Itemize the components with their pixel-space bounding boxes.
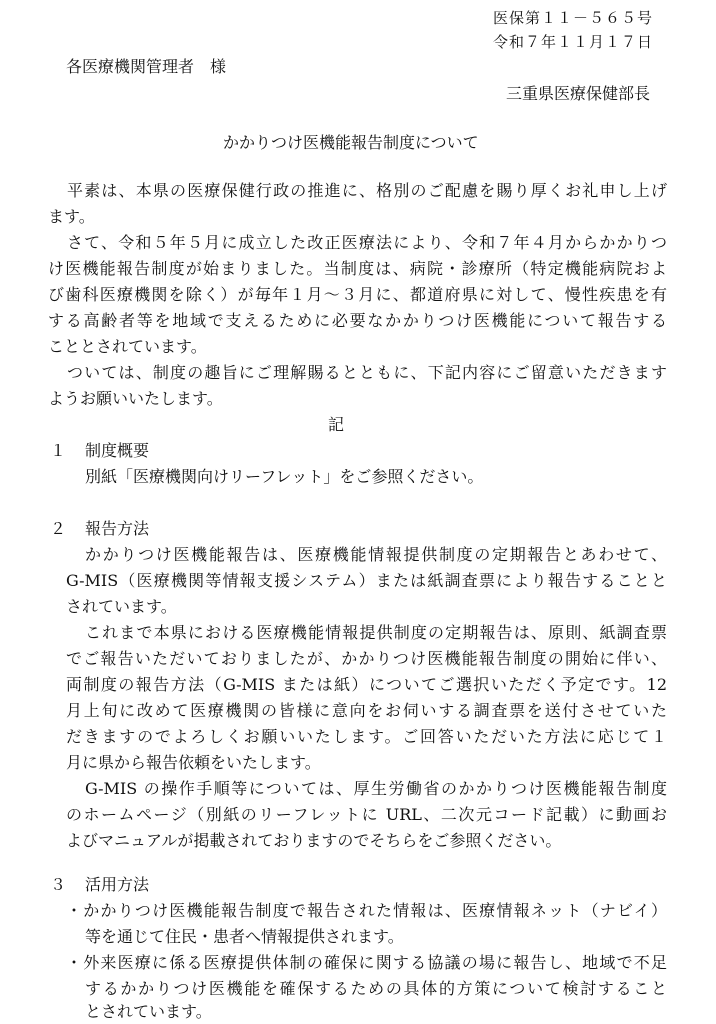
intro-p1-line: ます。	[48, 207, 95, 226]
section-3-heading: 活用方法	[85, 875, 150, 894]
intro-p3-line: ようお願いいたします。	[48, 389, 223, 408]
section-1-number: １	[50, 441, 67, 460]
section-2-p1-line: されています。	[66, 597, 177, 616]
section-2-number: ２	[50, 519, 67, 538]
section-2-heading: 報告方法	[85, 519, 150, 538]
intro-p1-line: 平素は、本県の医療保健行政の推進に、格別のご配慮を賜り厚くお礼申し上げ	[67, 181, 667, 200]
section-3-bullet-2-line: とされています。	[85, 1002, 212, 1021]
section-3-number: ３	[50, 875, 67, 894]
intro-p2-line: こととされています。	[48, 337, 207, 356]
section-3-bullet-1-line: ・かかりつけ医機能報告制度で報告された情報は、医療情報ネット（ナビイ）	[66, 901, 667, 920]
section-1-heading: 制度概要	[85, 441, 150, 460]
intro-p2-line: さて、令和５年５月に成立した改正医療法により、令和７年４月からかかりつ	[67, 233, 667, 252]
intro-p2-line: び歯科医療機関を除く）が毎年１月～３月に、都道府県に対して、慢性疾患を有	[48, 285, 667, 304]
section-2-p2-line: だきますのでよろしくお願いいたします。ご回答いただいた方法に応じて１	[66, 727, 667, 746]
section-2-p2-line: これまで本県における医療機能情報提供制度の定期報告は、原則、紙調査票	[85, 623, 667, 642]
section-1-text: 別紙「医療機関向けリーフレット」をご参照ください。	[85, 467, 484, 486]
section-2-p2-line: 月上旬に改めて医療機関の皆様に意向をお伺いする調査票を送付させていた	[66, 701, 667, 720]
section-2-p1-line: かかりつけ医機能報告は、医療機能情報提供制度の定期報告とあわせて、	[85, 545, 667, 564]
intro-p2-line: け医機能報告制度が始まりました。当制度は、病院・診療所（特定機能病院およ	[48, 259, 667, 278]
section-2-p2-line: でご報告いただいておりましたが、かかりつけ医機能報告制度の開始に伴い、	[66, 649, 667, 668]
section-3-bullet-2-line: ・外来医療に係る医療提供体制の確保に関する協議の場に報告し、地域で不足	[66, 953, 667, 972]
section-3-bullet-1-line: 等を通じて住民・患者へ情報提供されます。	[85, 927, 404, 946]
addressee: 各医療機関管理者 様	[66, 57, 227, 76]
intro-p2-line: する高齢者等を地域で支えるために必要なかかりつけ医機能について報告する	[48, 311, 667, 330]
ki-mark: 記	[328, 415, 345, 434]
section-3-bullet-2-line: するかかりつけ医機能を確保するための具体的方策について検討すること	[85, 979, 667, 998]
section-2-p1-line: G-MIS（医療機関等情報支援システム）または紙調査票により報告することと	[66, 571, 667, 590]
document-date: 令和７年１１月１７日	[493, 33, 654, 51]
intro-p3-line: ついては、制度の趣旨にご理解賜るとともに、下記内容にご留意いただきます	[67, 363, 667, 382]
document-number: 医保第１１－５６５号	[493, 9, 654, 27]
sender: 三重県医療保健部長	[506, 84, 651, 103]
section-2-p2-line: 月に県から報告依頼をいたします。	[66, 753, 321, 772]
section-2-p2-line: 両制度の報告方法（G-MIS または紙）についてご選択いただく予定です。12	[66, 675, 667, 694]
document-title: かかりつけ医機能報告制度について	[223, 133, 479, 152]
section-2-p3-line: のホームページ（別紙のリーフレットに URL、二次元コード記載）に動画お	[66, 805, 667, 824]
section-2-p3-line: G-MIS の操作手順等については、厚生労働省のかかりつけ医機能報告制度	[85, 779, 667, 798]
section-2-p3-line: よびマニュアルが掲載されておりますのでそちらをご参照ください。	[66, 831, 562, 850]
